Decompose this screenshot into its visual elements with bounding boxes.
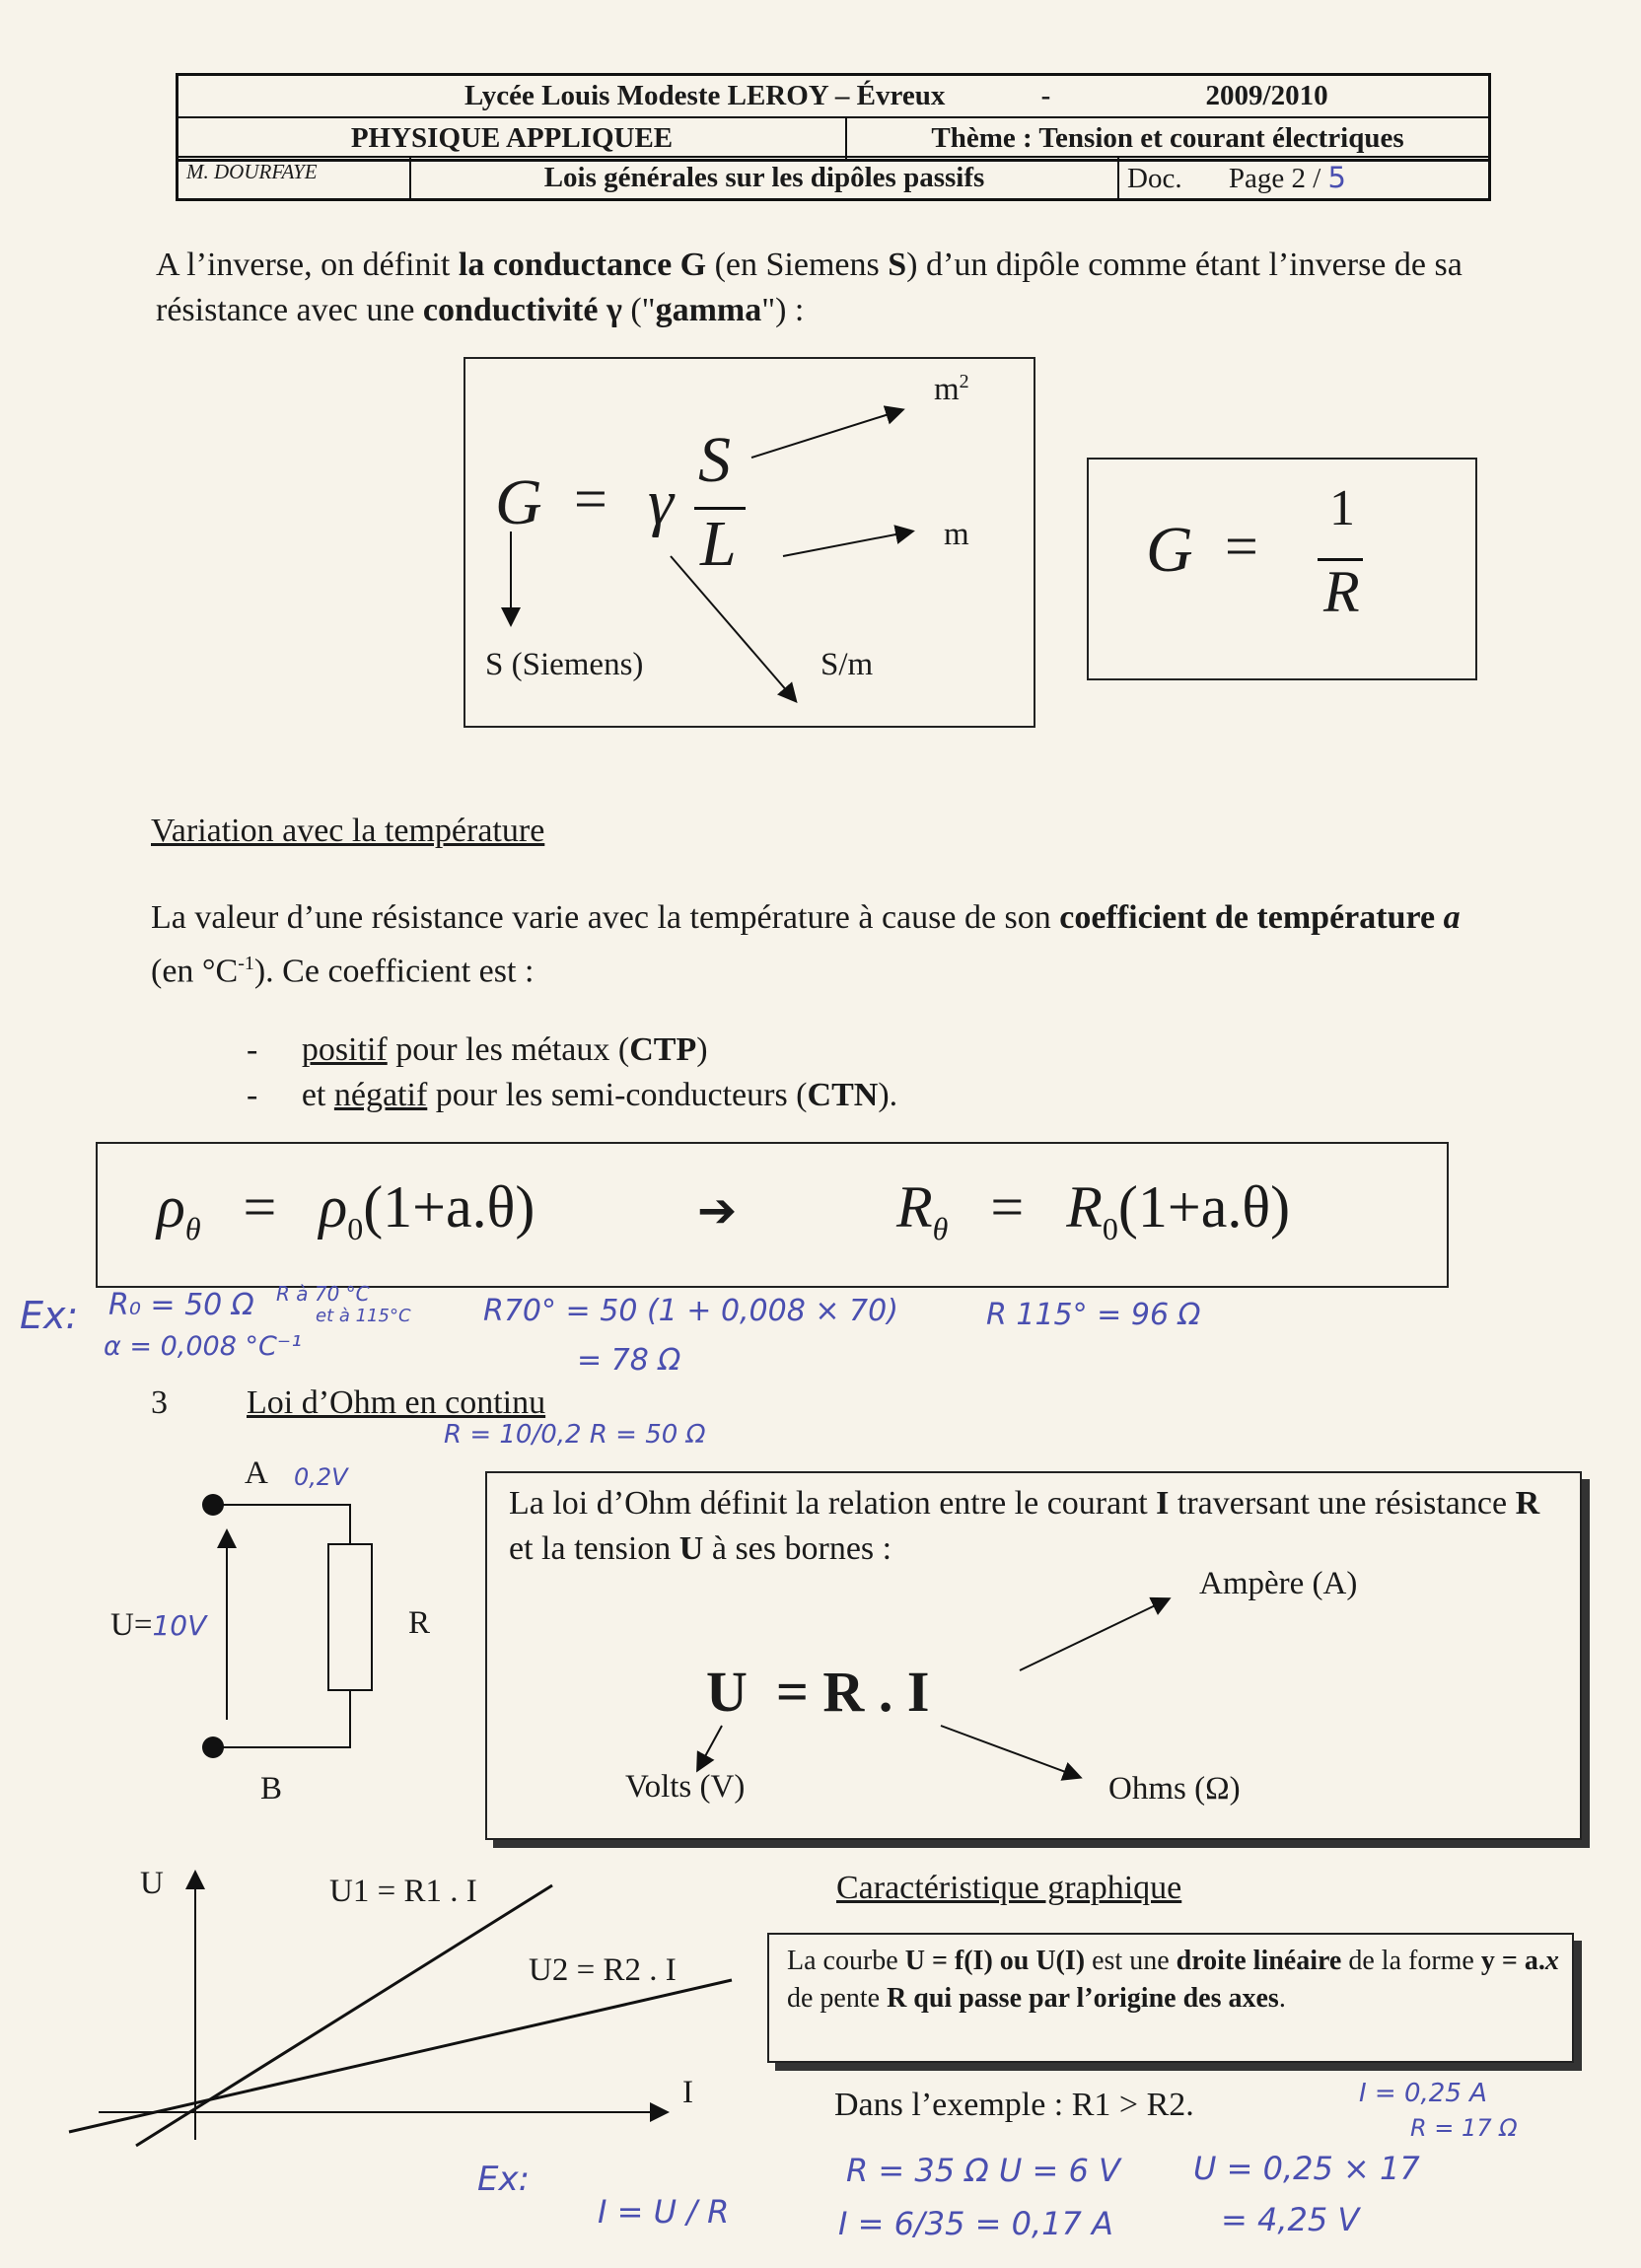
hw-r115: R 115° = 96 Ω [986, 1298, 1201, 1332]
formula-G: G [1146, 514, 1193, 586]
ctp-positive: positif [301, 1031, 388, 1068]
line2-label: U2 = R2 . I [529, 1952, 677, 1988]
unit-volts: Volts (V) [625, 1769, 746, 1805]
superscript-2: 2 [959, 371, 969, 392]
page-total: 5 [1327, 161, 1346, 194]
def-text: et la tension [509, 1530, 679, 1567]
temperature-formula-box [96, 1142, 1449, 1288]
label-U: U= [110, 1607, 153, 1643]
graph-title: Caractéristique graphique [836, 1870, 1182, 1906]
example-text: Dans l’exemple : R1 > R2. [834, 2087, 1194, 2123]
formula-one: 1 [1329, 480, 1355, 536]
conductance-formula-box [464, 357, 1035, 728]
R-theta: R [896, 1174, 933, 1240]
hw-condition2: et à 115°C [316, 1306, 411, 1326]
temperature-title: Variation avec la température [151, 813, 545, 849]
def-U: U [678, 1530, 704, 1567]
axis-U-label: U [140, 1866, 164, 1901]
temperature-paragraph [151, 895, 1502, 994]
intro-text: (" [630, 292, 656, 328]
paren-expr: (1+a.θ) [363, 1174, 535, 1240]
school-cell [178, 75, 1490, 118]
hw-i-result: I = 6/35 = 0,17 A [838, 2205, 1113, 2242]
intro-bold-s: S [888, 247, 907, 283]
bullet-dash: - [247, 1031, 258, 1068]
ohm-arrows [487, 1473, 1582, 1840]
hw-alpha: α = 0,008 °C⁻¹ [104, 1331, 302, 1362]
def-text: La loi d’Ohm définit la relation entre le courant [509, 1485, 1157, 1522]
unit-m: m [934, 372, 960, 407]
equals: = [243, 1174, 277, 1240]
desc-x: x [1544, 1946, 1559, 1976]
intro-text: (en Siemens [706, 247, 889, 283]
desc-text: La courbe [787, 1946, 905, 1976]
R-formula [896, 1173, 1290, 1247]
desc-text: de la forme [1341, 1946, 1481, 1976]
header-dash: - [1040, 80, 1051, 111]
unit-siemens: S (Siemens) [485, 647, 644, 682]
teacher: M. DOURFAYE [186, 160, 318, 183]
hw-r70-result: = 78 Ω [577, 1343, 681, 1378]
temp-text: (en °C [151, 953, 239, 990]
rho0: ρ [319, 1174, 348, 1240]
page-label: Page 2 / [1228, 163, 1321, 194]
graph-description-box [767, 1933, 1574, 2063]
list-item-ctp [247, 1028, 708, 1073]
desc-text: de pente [787, 1983, 888, 2014]
intro-text: ) d’un dipôle comme étant l’inverse de sa résistance avec une [156, 247, 1463, 328]
R0: R [1066, 1174, 1103, 1240]
desc-text: . [1278, 1983, 1286, 2014]
ctn-text: pour les semi-conducteurs ( [427, 1077, 808, 1113]
formula-equals: = [1225, 514, 1258, 579]
formula-equals: = [574, 466, 607, 532]
G-equals-1-over-R-box [1087, 458, 1477, 680]
list-item-ctn [247, 1073, 897, 1118]
hw-u-calc: U = 0,25 × 17 [1193, 2150, 1420, 2187]
circuit-diagram [187, 1469, 444, 1765]
line-U2 [69, 1980, 732, 2132]
theta: θ [932, 1211, 949, 1246]
zero: 0 [347, 1211, 364, 1246]
equals: = [990, 1174, 1025, 1240]
temp-text: ). Ce coefficient est : [253, 953, 535, 990]
formula-gamma: γ [648, 466, 675, 538]
resistor [328, 1544, 372, 1690]
gamma-symbol: γ [598, 292, 631, 328]
doc-label: Doc. [1127, 163, 1182, 194]
def-R: R [1515, 1485, 1540, 1522]
hw-condition: R à 70 °C [276, 1282, 370, 1306]
paren-expr: (1+a.θ) [1117, 1174, 1291, 1240]
ohm-law-box [485, 1471, 1582, 1840]
unit-ohms: Ohms (Ω) [1108, 1771, 1241, 1807]
hw-ex2-label: Ex: [477, 2160, 531, 2199]
ctn-bold: CTN [807, 1077, 879, 1113]
hw-current: I = 0,25 A [1359, 2079, 1487, 2108]
intro-bold-conductance: la conductance G [458, 247, 707, 283]
intro-text: A l’inverse, on définit [156, 247, 459, 283]
hw-resistance: R = 17 Ω [1410, 2114, 1518, 2142]
desc-bold: U = f(I) ou U(I) [904, 1946, 1086, 1976]
def-text: à ses bornes : [703, 1530, 892, 1567]
formula-G: G [495, 466, 542, 538]
bullet-dash: - [247, 1077, 258, 1113]
temp-bold: coefficient de température [1059, 899, 1444, 936]
teacher-cell [178, 157, 411, 200]
unit-ampere: Ampère (A) [1199, 1566, 1358, 1601]
hw-ohm-calc: R = 10/0,2 R = 50 Ω [444, 1420, 706, 1450]
page-cell [1118, 157, 1490, 200]
school-year: 2009/2010 [1205, 80, 1328, 111]
subject: PHYSIQUE APPLIQUEE [350, 122, 674, 154]
line-U1 [136, 1885, 552, 2146]
ctn-negative: négatif [333, 1077, 428, 1113]
arrow-icon: ➔ [697, 1183, 738, 1239]
desc-bold: y = a. [1480, 1946, 1545, 1976]
temp-text: La valeur d’une résistance varie avec la température à cause de son [151, 899, 1060, 936]
ctp-text: pour les métaux ( [387, 1031, 630, 1068]
desc-text: est une [1085, 1946, 1177, 1976]
ohm-formula: U = R . I [706, 1660, 930, 1724]
header-row3 [176, 156, 1491, 201]
unit-m: m [944, 517, 969, 552]
subject-cell [178, 117, 847, 161]
hw-r0: R₀ = 50 Ω [108, 1288, 254, 1322]
def-text: traversant une résistance [1169, 1485, 1516, 1522]
ctp-end: ) [696, 1031, 708, 1068]
temp-superscript: -1 [238, 953, 254, 974]
ctp-bold: CTP [629, 1031, 697, 1068]
ctn-text: et [301, 1077, 334, 1113]
label-A: A [245, 1455, 268, 1491]
desc-bold: droite linéaire [1176, 1946, 1342, 1976]
formula-S: S [698, 424, 731, 496]
temp-coef-a: a [1443, 899, 1461, 936]
label-B: B [260, 1771, 283, 1807]
hw-A-voltage: 0,2V [294, 1463, 348, 1491]
hw-U-value: 10V [152, 1609, 207, 1642]
rho: ρ [157, 1174, 185, 1240]
rho-formula [157, 1173, 535, 1247]
ctn-end: ). [878, 1077, 898, 1113]
theme: Thème : Tension et courant électriques [931, 122, 1404, 154]
intro-bold-conductivity: conductivité [422, 292, 599, 328]
ohm-title: Loi d’Ohm en continu [247, 1384, 546, 1421]
formula-R: R [1323, 559, 1360, 624]
hw-ex-label: Ex: [20, 1294, 79, 1337]
zero: 0 [1102, 1211, 1118, 1246]
intro-paragraph [156, 243, 1497, 333]
intro-text: ") : [761, 292, 805, 328]
label-R: R [408, 1605, 431, 1641]
line1-label: U1 = R1 . I [329, 1874, 477, 1909]
formula-L: L [700, 508, 737, 580]
theta: θ [184, 1211, 201, 1246]
graph-description [787, 1943, 1566, 2018]
hw-r70: R70° = 50 (1 + 0,008 × 70) [483, 1294, 898, 1328]
def-I: I [1156, 1485, 1170, 1522]
chapter-cell [410, 157, 1118, 200]
unit-s-per-m: S/m [820, 647, 874, 682]
chapter: Lois générales sur les dipôles passifs [543, 162, 985, 193]
hw-ohm-formula: I = U / R [598, 2193, 730, 2231]
header-table [176, 73, 1491, 162]
hw-r-u: R = 35 Ω U = 6 V [846, 2152, 1120, 2189]
theme-cell [846, 117, 1490, 161]
intro-bold-gamma: gamma [655, 292, 762, 328]
axis-I-label: I [682, 2075, 693, 2110]
hw-u-result: = 4,25 V [1221, 2201, 1360, 2238]
section-number: 3 [151, 1384, 168, 1421]
school-name: Lycée Louis Modeste LEROY – Évreux [464, 80, 946, 111]
voltage-label [110, 1607, 206, 1644]
conductance-arrows [465, 359, 1037, 730]
desc-bold: R qui passe par l’origine des axes [887, 1983, 1279, 2014]
